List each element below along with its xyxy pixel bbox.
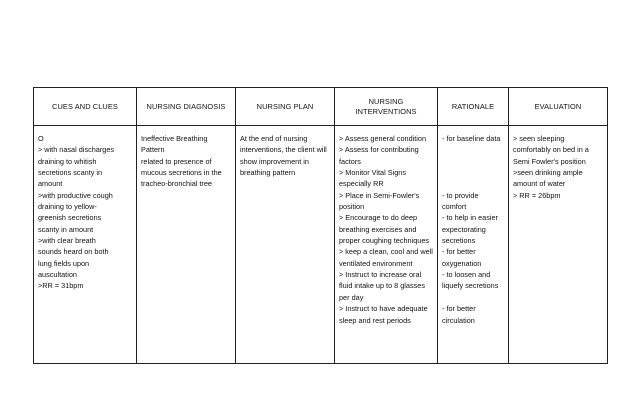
- cell-line: [442, 178, 505, 189]
- cell-line: liquefy secretions: [442, 281, 499, 291]
- cell-line: scanty in amount: [38, 224, 94, 234]
- cell-line: expectorating: [442, 224, 486, 234]
- cell-line: circulation: [442, 315, 475, 325]
- cell-line: > Monitor Vital Signs: [339, 168, 406, 178]
- cell-line: O: [38, 134, 44, 143]
- cell-line: Semi Fowler's position: [513, 156, 586, 166]
- cell-line: > Place in Semi-Fowler's: [339, 190, 420, 200]
- header-nursing-interventions: NURSING INTERVENTIONS: [335, 88, 438, 126]
- cell-line: [442, 167, 505, 178]
- cell-line: position: [339, 202, 365, 212]
- cell-line: per day: [339, 292, 364, 302]
- cell-line: fluid intake up to 8 glasses: [339, 281, 425, 291]
- cell-line: >with productive cough: [38, 190, 113, 200]
- cell-line: amount of water: [513, 179, 566, 189]
- header-nursing-diagnosis: NURSING DIAGNOSIS: [137, 88, 236, 126]
- cell-line: interventions, the client will: [240, 145, 327, 155]
- rationale-cell: [438, 126, 509, 364]
- cell-line: > Encourage to do deep: [339, 213, 418, 223]
- cell-line: >with clear breath: [38, 236, 96, 246]
- cell-line: show improvement in: [240, 156, 309, 166]
- cell-line: comfortably on bed in a: [513, 145, 589, 155]
- cell-line: greenish secretions: [38, 213, 102, 223]
- cell-line: > Assess for contributing: [339, 145, 419, 155]
- evaluation-cell: [509, 126, 608, 364]
- cell-line: oxygenation: [442, 258, 482, 268]
- cell-line: > with nasal discharges: [38, 145, 115, 155]
- cell-line: especially RR: [339, 179, 384, 189]
- cell-line: [442, 144, 505, 155]
- cell-line: tracheo-bronchial tree: [141, 179, 212, 189]
- cell-line: draining to whitish: [38, 156, 97, 166]
- cell-line: mucous secretions in the: [141, 168, 222, 178]
- header-nursing-plan: NURSING PLAN: [236, 88, 335, 126]
- cell-line: - to provide: [442, 190, 479, 200]
- nursing-care-plan-table: [33, 87, 608, 364]
- cell-line: Ineffective Breathing Pattern: [141, 134, 208, 155]
- cell-line: > Instruct to increase oral: [339, 270, 422, 280]
- table-row: [34, 126, 608, 364]
- cell-line: At the end of nursing: [240, 134, 308, 143]
- cell-line: - for baseline data: [442, 134, 501, 143]
- cell-line: comfort: [442, 202, 467, 212]
- header-evaluation: EVALUATION: [509, 88, 608, 126]
- cell-line: lung fields upon: [38, 258, 90, 268]
- cell-line: related to presence of: [141, 156, 212, 166]
- nursing-diagnosis-cell: [137, 126, 236, 364]
- cell-line: auscultation: [38, 270, 77, 280]
- header-row: [34, 88, 608, 126]
- cell-line: sounds heard on both: [38, 247, 109, 257]
- cell-line: - for better: [442, 247, 476, 257]
- cell-line: - for better: [442, 304, 476, 314]
- nursing-plan-cell: [236, 126, 335, 364]
- cell-line: proper coughing techniques: [339, 236, 430, 246]
- cell-line: - to loosen and: [442, 270, 491, 280]
- cell-line: amount: [38, 179, 63, 189]
- cell-line: [442, 156, 505, 167]
- cell-line: - to help in easier: [442, 213, 498, 223]
- cell-line: breathing exercises and: [339, 224, 417, 234]
- header-cues-and-clues: CUES AND CLUES: [34, 88, 137, 126]
- cell-line: sleep and rest periods: [339, 315, 411, 325]
- cell-line: > Instruct to have adequate: [339, 304, 428, 314]
- cell-line: secretions: [442, 236, 476, 246]
- cell-line: > RR = 26bpm: [513, 190, 561, 200]
- cell-line: >RR = 31bpm: [38, 281, 84, 291]
- cell-line: factors: [339, 156, 361, 166]
- cell-line: > seen sleeping: [513, 134, 565, 143]
- header-rationale: RATIONALE: [438, 88, 509, 126]
- cell-line: ventilated environment: [339, 258, 413, 268]
- cues-and-clues-cell: [34, 126, 137, 364]
- cell-line: draining to yellow-: [38, 202, 97, 212]
- cell-line: secretions scanty in: [38, 168, 103, 178]
- cell-line: > Assess general condition: [339, 134, 427, 143]
- cell-line: > keep a clean, cool and well: [339, 247, 433, 257]
- cell-line: breathing pattern: [240, 168, 296, 178]
- cell-line: [442, 292, 505, 303]
- cell-line: >seen drinking ample: [513, 168, 583, 178]
- nursing-interventions-cell: [335, 126, 438, 364]
